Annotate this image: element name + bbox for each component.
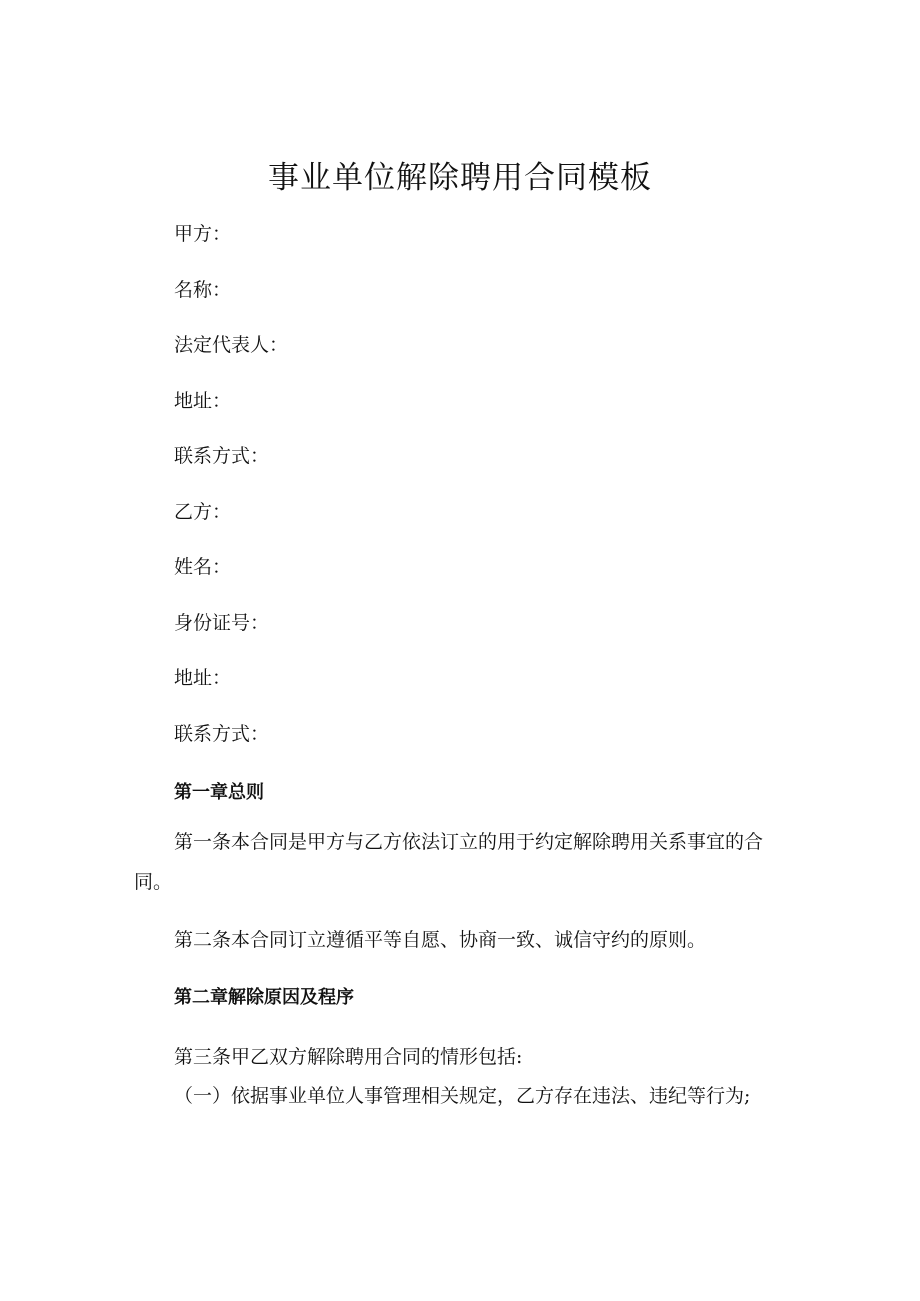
article-2-text: 第二条本合同订立遵循平等自愿、协商一致、诚信守约的原则。 bbox=[174, 929, 707, 951]
party-b-label: 乙方： bbox=[174, 501, 232, 523]
party-b-id-field: 身份证号： bbox=[174, 612, 270, 634]
party-b-contact-field: 联系方式： bbox=[174, 723, 270, 745]
article-3-text: 第三条甲乙双方解除聘用合同的情形包括: bbox=[174, 1046, 523, 1068]
party-a-label: 甲方： bbox=[174, 223, 232, 245]
party-a-contact-field: 联系方式： bbox=[174, 445, 270, 467]
party-b-name-field: 姓名： bbox=[174, 556, 232, 578]
article-3-item-1-text: （一）依据事业单位人事管理相关规定，乙方存在违法、违纪等行为; bbox=[174, 1085, 751, 1107]
party-a-legal-rep-field: 法定代表人： bbox=[174, 334, 289, 356]
party-b-address-field: 地址： bbox=[174, 667, 232, 689]
chapter-2-heading: 第二章解除原因及程序 bbox=[174, 987, 354, 1008]
party-a-name-field: 名称： bbox=[174, 279, 232, 301]
article-1-text: 第一条本合同是甲方与乙方依法订立的用于约定解除聘用关系事宜的合同。 bbox=[134, 831, 764, 893]
document-title: 事业单位解除聘用合同模板 bbox=[268, 160, 652, 196]
party-a-address-field: 地址： bbox=[174, 390, 232, 412]
chapter-1-heading: 第一章总则 bbox=[174, 782, 264, 803]
